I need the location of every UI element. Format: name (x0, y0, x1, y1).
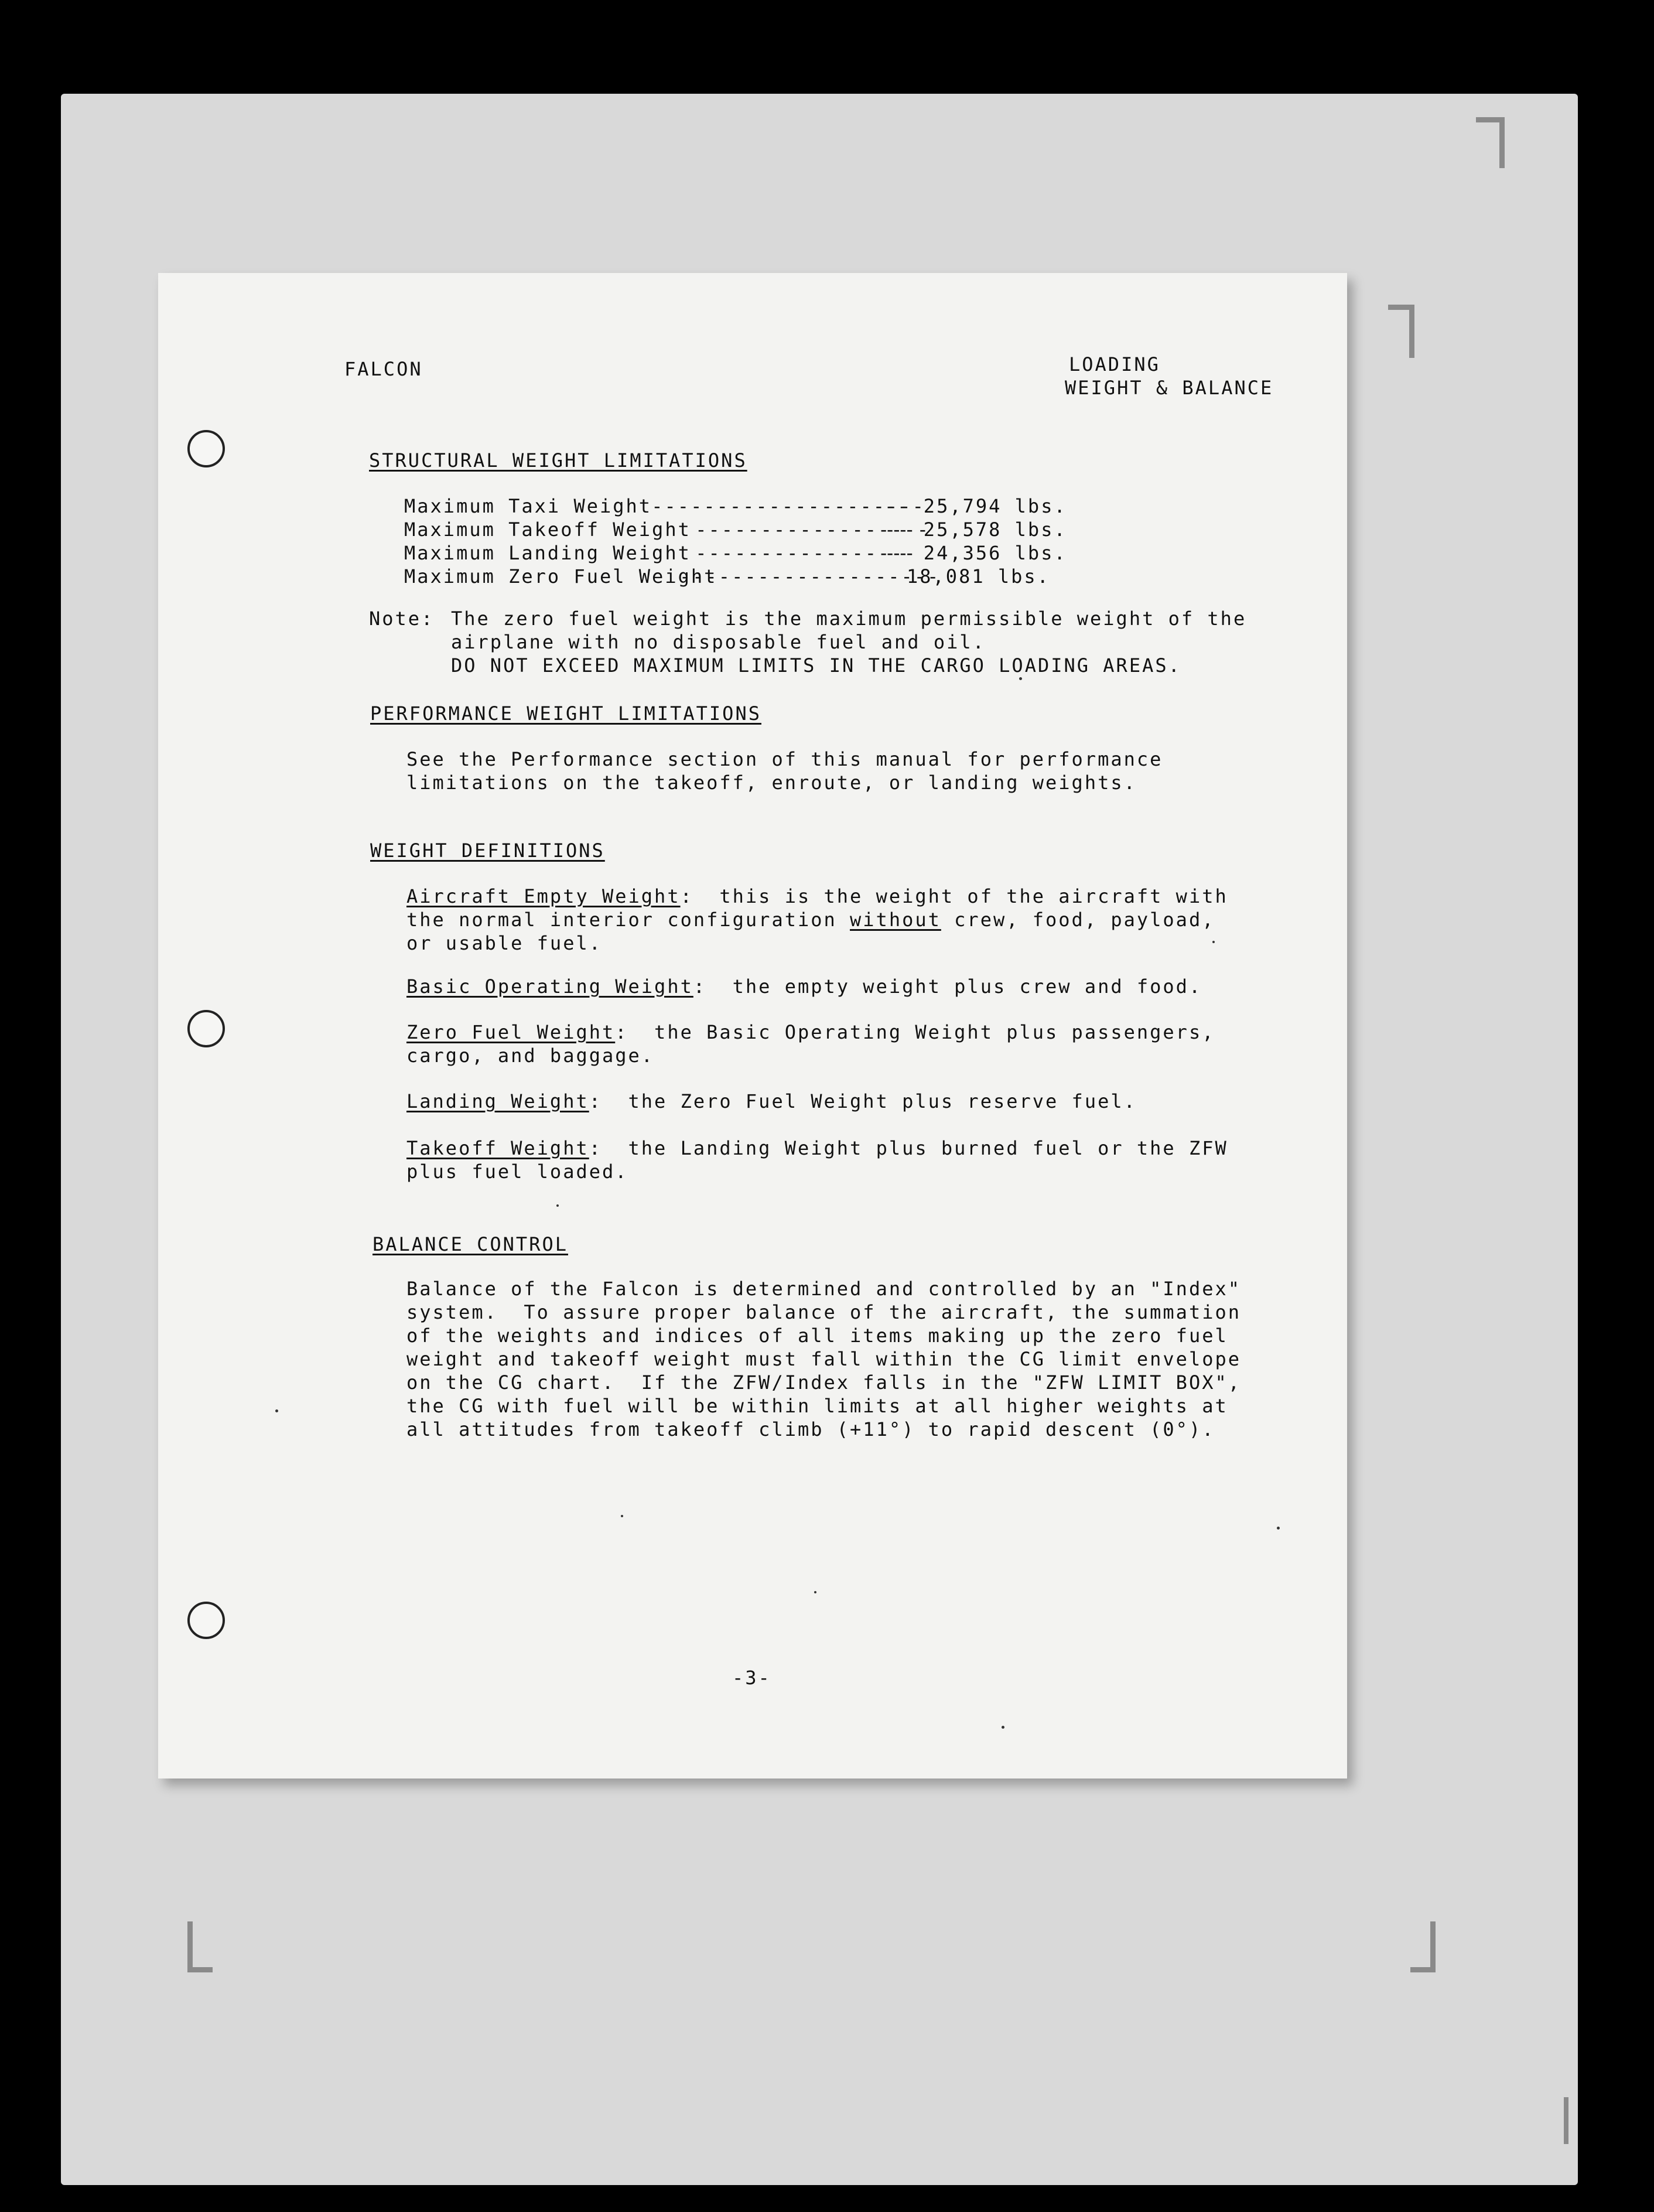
balance-line: system. To assure proper balance of the aircraft, the summation (406, 1301, 1241, 1323)
structural-heading: STRUCTURAL WEIGHT LIMITATIONS (369, 449, 747, 472)
landing-weight (406, 1090, 1137, 1113)
definition-term: Landing Weight (406, 1090, 589, 1112)
definition-text: crew, food, payload, (941, 909, 1215, 931)
balance-line: the CG with fuel will be within limits at all higher weights at (406, 1395, 1228, 1417)
crop-mark-bottom-right (1410, 1921, 1436, 1972)
crop-mark-bottom-left (187, 1921, 213, 1972)
header-left: FALCON (344, 358, 423, 380)
note-line3: DO NOT EXCEED MAXIMUM LIMITS IN THE CARGO LOADING AREAS. (451, 654, 1181, 677)
performance-line1: See the Performance section of this manual for performance (406, 748, 1163, 770)
scan-speck (814, 1591, 816, 1593)
header-right-line1: LOADING (1069, 353, 1160, 376)
basic-operating-weight (406, 975, 1202, 998)
definition-text: : the Basic Operating Weight plus passengers, (615, 1021, 1215, 1043)
page-number: -3- (732, 1667, 771, 1689)
emphasis-without: without (850, 909, 941, 931)
note-label: Note: (369, 607, 435, 630)
definitions-heading: WEIGHT DEFINITIONS (370, 839, 605, 862)
definition-term: Aircraft Empty Weight (406, 885, 681, 907)
header-right-line2: WEIGHT & BALANCE (1065, 377, 1274, 399)
row-dashes: --------------------- (638, 495, 925, 517)
definition-text: : the empty weight plus crew and food. (693, 975, 1202, 998)
row-dashes: ----------------- (682, 542, 917, 564)
aircraft-empty-weight-line1 (406, 885, 1228, 908)
takeoff-weight-line2: plus fuel loaded. (406, 1160, 628, 1183)
definition-text: : the Zero Fuel Weight plus reserve fuel. (589, 1090, 1137, 1112)
balance-line: weight and takeoff weight must fall within the CG limit envelope (406, 1348, 1241, 1370)
balance-heading: BALANCE CONTROL (373, 1233, 568, 1255)
scan-speck (1277, 1527, 1280, 1530)
scan-speck (1002, 1726, 1004, 1729)
row-label: Maximum Zero Fuel Weight (404, 565, 717, 588)
balance-line: Balance of the Falcon is determined and controlled by an "Index" (406, 1278, 1241, 1300)
row-dashes: ------------------ (682, 518, 931, 541)
takeoff-weight-line1 (406, 1136, 1228, 1160)
balance-line: on the CG chart. If the ZFW/Index falls in the "ZFW LIMIT BOX", (406, 1371, 1241, 1394)
row-label: Maximum Takeoff Weight (404, 518, 691, 541)
row-label: Maximum Taxi Weight (404, 495, 652, 517)
scan-speck (556, 1204, 559, 1207)
definition-term: Takeoff Weight (406, 1137, 589, 1159)
scan-speck (1212, 941, 1215, 943)
binder-hole-middle (187, 1010, 225, 1047)
frame-mark-top-right (1476, 117, 1505, 168)
document-page (158, 273, 1347, 1779)
row-label: Maximum Landing Weight (404, 542, 691, 564)
definition-text: the normal interior configuration (406, 909, 850, 931)
frame-mark-bottom-right (1558, 2097, 1568, 2144)
note-line1: The zero fuel weight is the maximum permissible weight of the (451, 607, 1247, 630)
scan-speck (621, 1515, 623, 1517)
scan-speck (1019, 677, 1022, 680)
binder-hole-top (187, 430, 225, 467)
row-value: -- 24,356 lbs. (884, 542, 1067, 564)
balance-line: all attitudes from takeoff climb (+11°) to rapid descent (0°). (406, 1418, 1215, 1440)
definition-text: : this is the weight of the aircraft with (680, 885, 1228, 907)
definition-text: : the Landing Weight plus burned fuel or the ZFW (589, 1137, 1228, 1159)
zero-fuel-weight-line1 (406, 1020, 1215, 1044)
crop-mark-top-right (1388, 305, 1414, 358)
binder-hole-bottom (187, 1602, 225, 1639)
performance-heading: PERFORMANCE WEIGHT LIMITATIONS (370, 702, 761, 725)
row-value: 18,081 lbs. (907, 565, 1050, 588)
balance-line: of the weights and indices of all items making up the zero fuel (406, 1325, 1228, 1347)
note-line2: airplane with no disposable fuel and oil. (451, 631, 986, 653)
definition-term: Basic Operating Weight (406, 975, 693, 998)
definition-term: Zero Fuel Weight (406, 1021, 616, 1043)
scan-speck (275, 1409, 278, 1412)
zero-fuel-weight-line2: cargo, and baggage. (406, 1044, 655, 1067)
aircraft-empty-weight-line3: or usable fuel. (406, 932, 602, 954)
row-value: -- 25,578 lbs. (884, 518, 1067, 541)
row-dashes: -------------------- (679, 565, 941, 588)
row-value: -- 25,794 lbs. (884, 495, 1067, 517)
aircraft-empty-weight-line2 (406, 908, 1215, 931)
performance-line2: limitations on the takeoff, enroute, or landing weights. (406, 772, 1137, 794)
